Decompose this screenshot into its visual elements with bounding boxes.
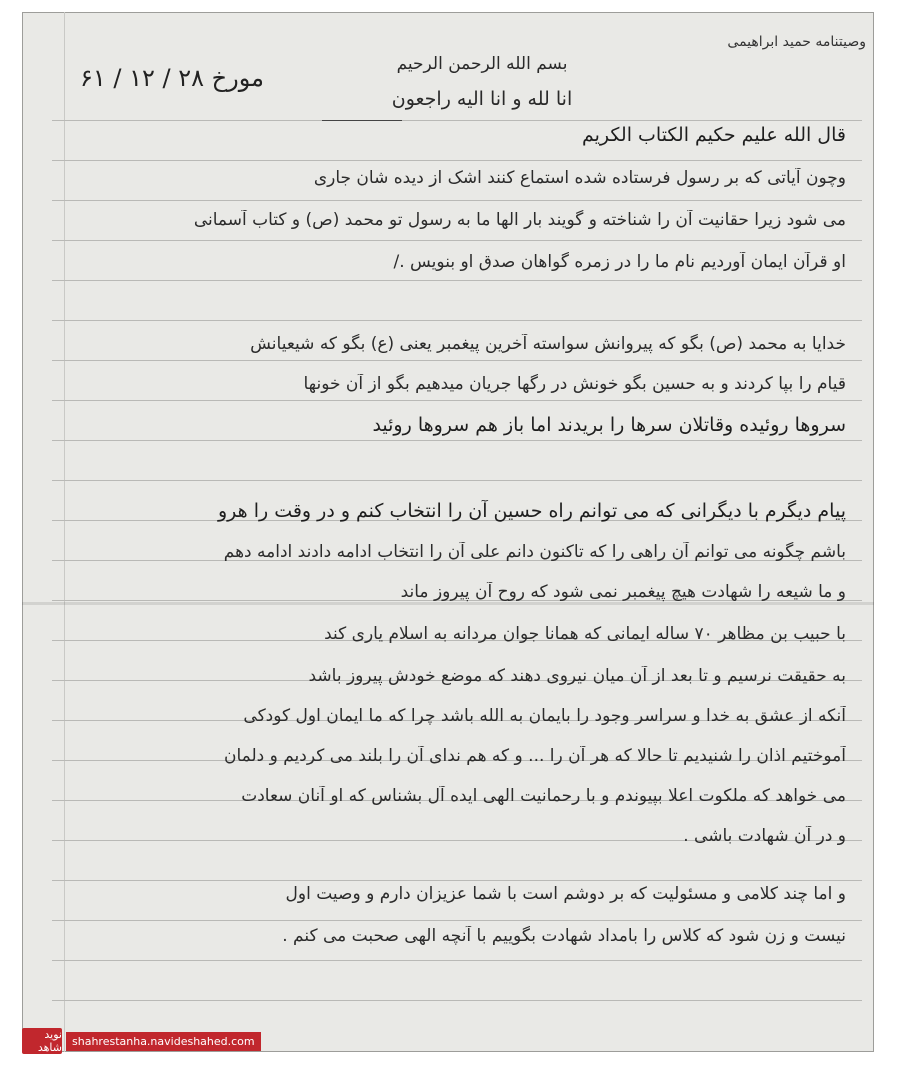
header-underline — [322, 120, 402, 121]
ruled-line — [52, 360, 862, 361]
basmala: بسم الله الرحمن الرحیم — [396, 54, 568, 74]
ruled-line — [52, 440, 862, 441]
letter-line: قال الله علیم حکیم الکتاب الکریم — [582, 124, 846, 146]
ruled-line — [52, 1000, 862, 1001]
letter-line: باشم چگونه می توانم آن راهی را که تاکنون دانم علی آن را انتخاب ادامه دادند ادامه دهم — [223, 542, 846, 562]
paper-fold — [22, 602, 874, 605]
ruled-line — [52, 880, 862, 881]
letter-line: وچون آیاتی که بر رسول فرستاده شده استماع کنند اشک از دیده شان جاری — [313, 168, 846, 188]
letter-line: سروها روئیده وقاتلان سرها را بریدند اما باز هم سروها روئید — [372, 414, 846, 436]
ruled-line — [52, 200, 862, 201]
watermark — [22, 1022, 322, 1060]
navideshahed-logo: نوید شاهد — [22, 1028, 62, 1054]
watermark-url: shahrestanha.navideshahed.com — [66, 1032, 261, 1051]
ruled-line — [52, 240, 862, 241]
top-note: وصیتنامه حمید ابراهیمی — [727, 34, 866, 50]
ruled-line — [52, 960, 862, 961]
letter-line: با حبیب بن مظاهر ۷۰ ساله ایمانی که همانا جوان مردانه به اسلام یاری کند — [324, 624, 846, 644]
letter-line: قیام را بپا کردند و به حسین بگو خونش در رگها جریان میدهیم بگو از آن خونها — [303, 374, 846, 394]
letter-line: نیست و زن شود که کلاس را بامداد شهادت بگوییم با آنچه الهی صحبت می کنم . — [282, 926, 846, 946]
letter-line: می شود زیرا حقانیت آن را شناخته و گویند بار الها ما به رسول تو محمد (ص) و کتاب آسمانی — [193, 210, 846, 230]
istirja: انا لله و انا الیه راجعون — [391, 88, 573, 110]
ruled-line — [52, 120, 862, 121]
ruled-line — [52, 320, 862, 321]
letter-line: او قرآن ایمان آوردیم نام ما را در زمره گواهان صدق او بنویس ./ — [393, 252, 846, 272]
letter-line: و ما شیعه را شهادت هیچ پیغمبر نمی شود که روح آن پیروز ماند — [400, 582, 846, 602]
ruled-line — [52, 160, 862, 161]
letter-paper — [22, 12, 874, 1052]
ruled-line — [52, 920, 862, 921]
letter-line: پیام دیگرم با دیگرانی که می توانم راه حسین آن را انتخاب کنم و در وقت را هرو — [217, 500, 846, 522]
letter-line: به حقیقت نرسیم و تا بعد از آن میان نیروی دهند که موضع خودش پیروز باشد — [308, 666, 846, 686]
ruled-line — [52, 280, 862, 281]
letter-line: و در آن شهادت باشی . — [683, 826, 846, 846]
letter-line: و اما چند کلامی و مسئولیت که بر دوشم است با شما عزیزان دارم و وصیت اول — [285, 884, 846, 904]
letter-line: آنکه از عشق به خدا و سراسر وجود را بایمان به الله باشد چرا که ما ایمان اول کودکی — [243, 706, 846, 726]
ruled-line — [52, 400, 862, 401]
letter-line: خدایا به محمد (ص) بگو که پیروانش سواسته آخرین پیغمبر یعنی (ع) بگو که شیعیانش — [250, 334, 846, 354]
letter-line: آموختیم اذان را شنیدیم تا حالا که هر آن را ... و که هم ندای آن را بلند می کردیم و دلمان — [223, 746, 846, 766]
letter-line: می خواهد که ملکوت اعلا بپیوندم و با رحمانیت الهی ایده آل بشناس که او آنان سعادت — [241, 786, 846, 806]
letter-date: مورخ ۲۸ / ۱۲ / ۶۱ — [80, 64, 264, 92]
ruled-line — [52, 480, 862, 481]
